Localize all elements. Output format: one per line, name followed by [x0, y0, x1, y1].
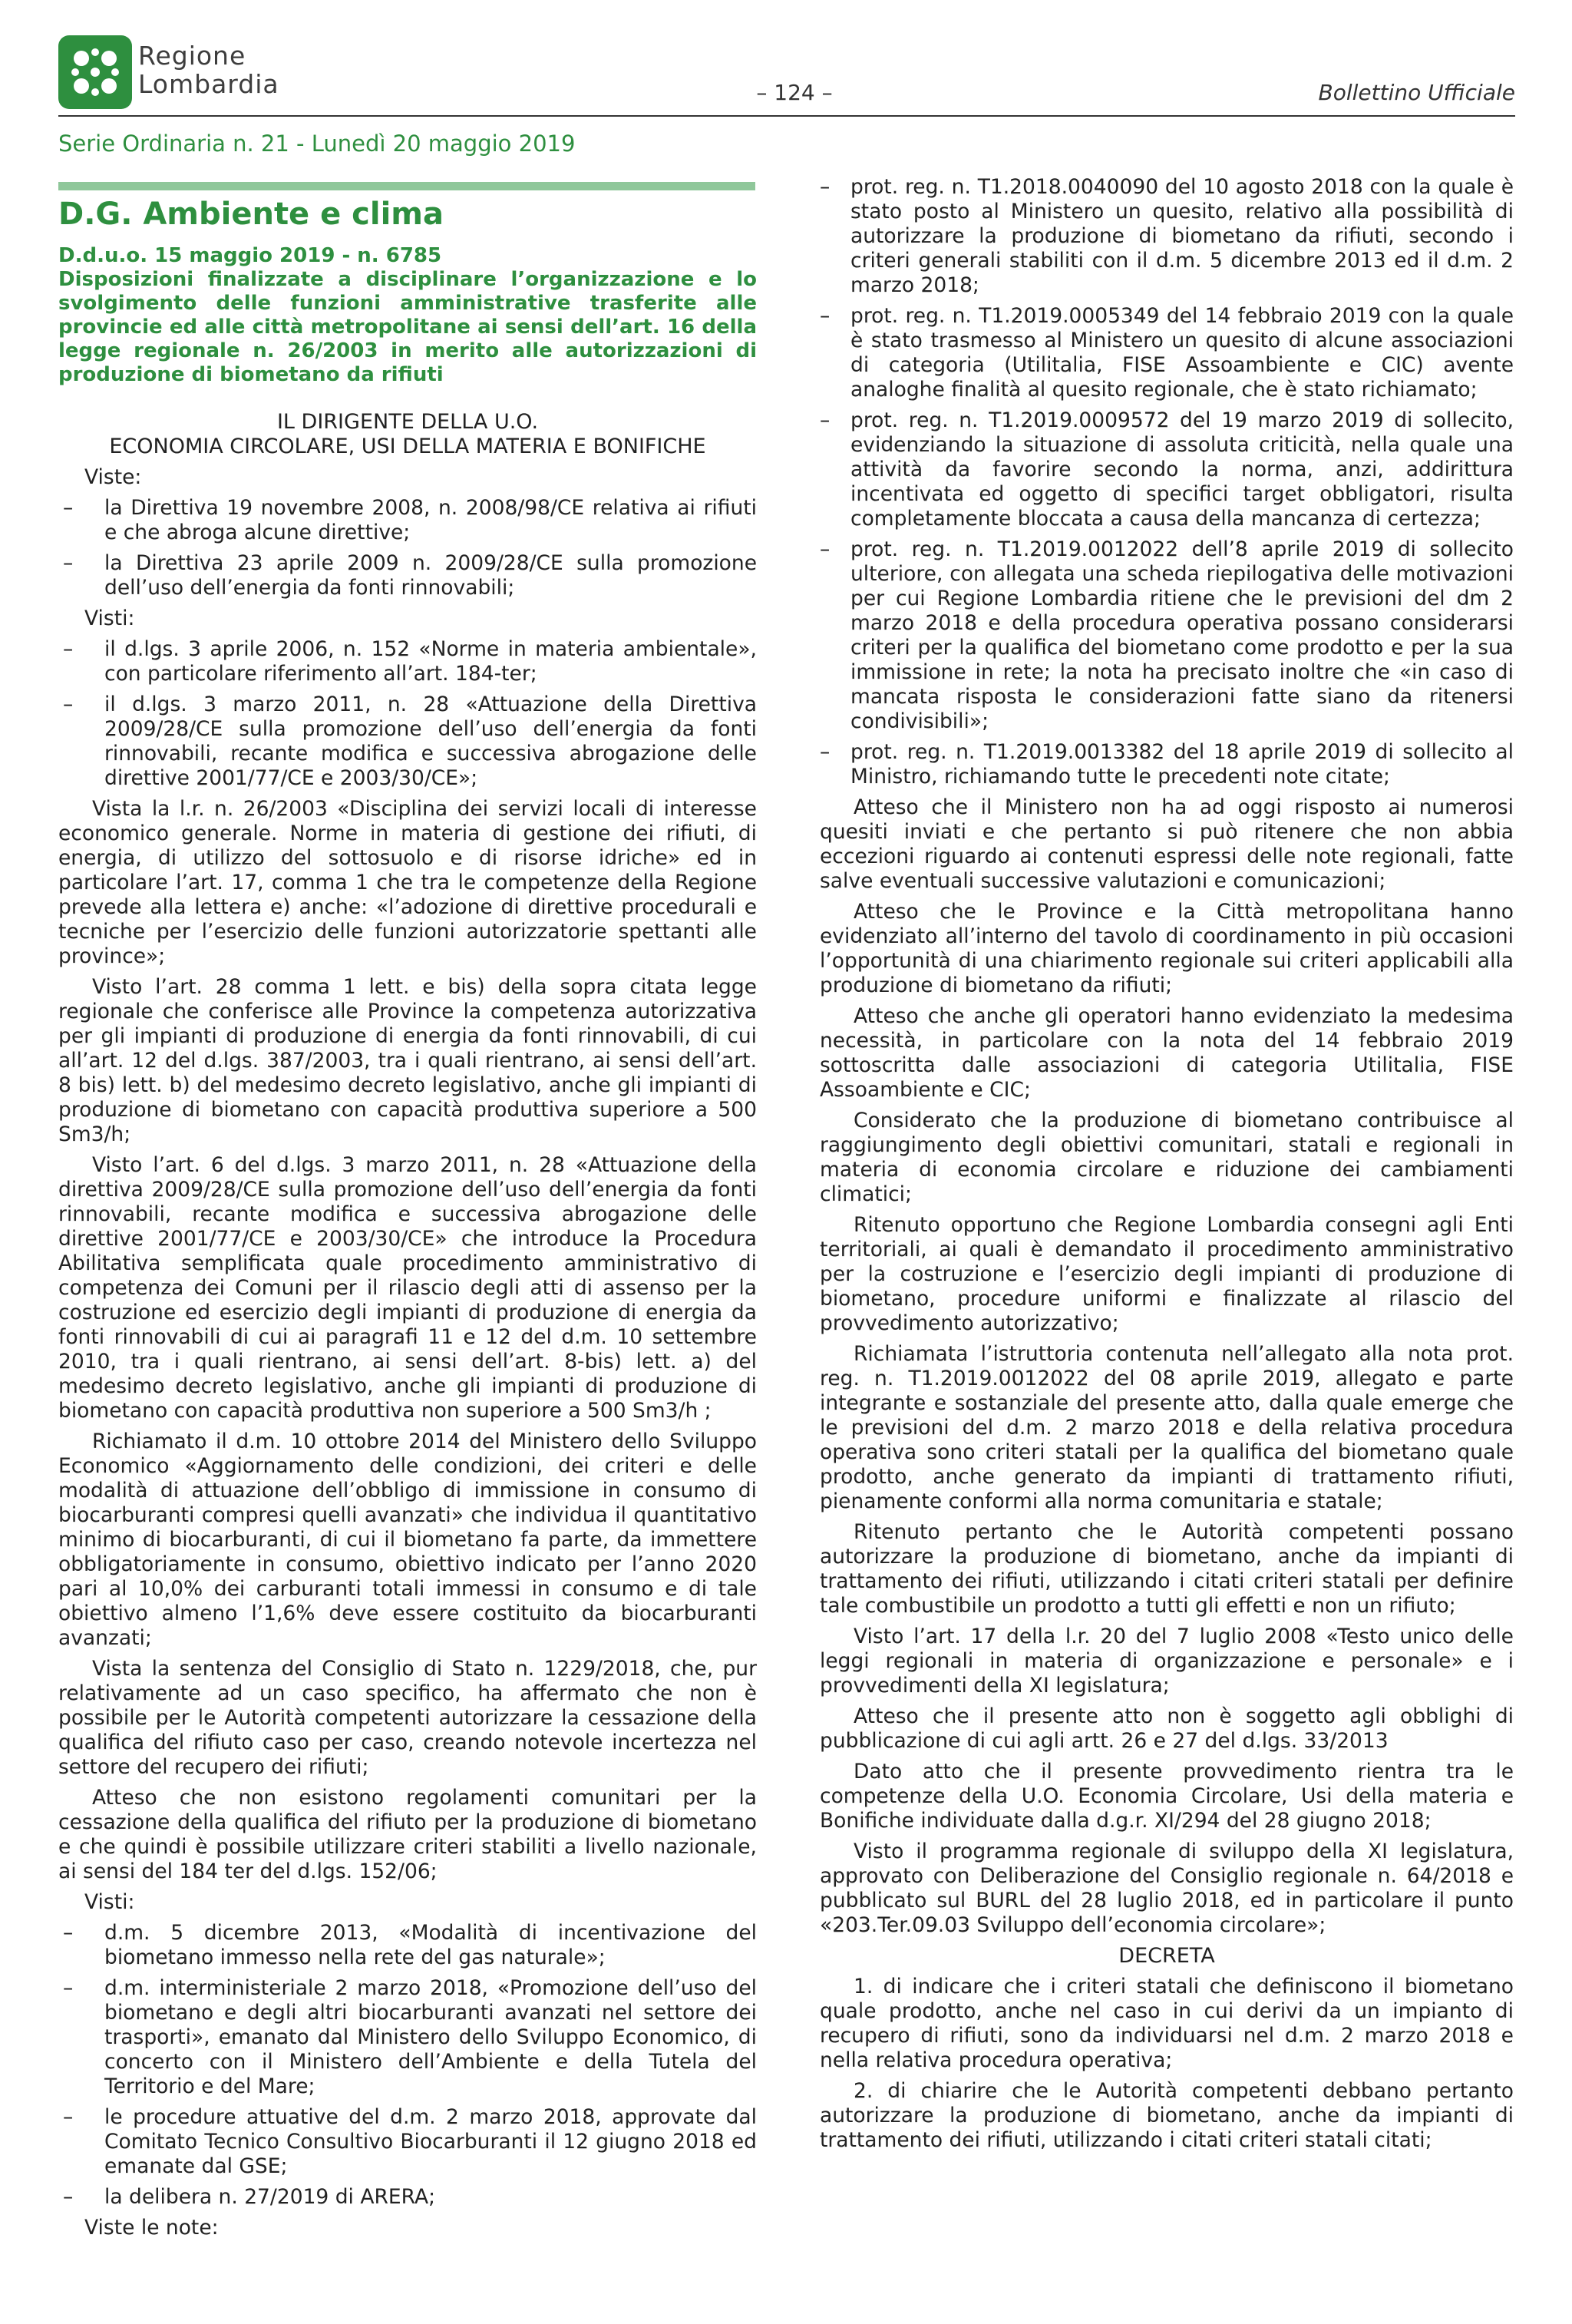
paragraph: Atteso che il Ministero non ha ad oggi risposto ai numerosi quesiti inviati e che pertanto si può ritenere che non abbia eccezioni riguardo ai contenuti espressi delle note regionali, fatte salve eventuali successive valutazioni e comunicazioni;	[820, 795, 1514, 893]
list-item: – prot. reg. n. T1.2019.0012022 dell’8 aprile 2019 di sollecito ulteriore, con allegata una scheda riepilogativa delle motivazioni per cui Regione Lombardia ritiene che le previsioni del dm 2 marzo 2018 e della procedura operativa possano considerarsi criteri per la qualifica del biometano come prodotto e per la sua immissione in rete; la nota ha precisato inoltre che «in caso di mancata risposta le considerazioni fatte siano da ritenersi condivisibili»;	[820, 537, 1514, 733]
paragraph: Visto l’art. 17 della l.r. 20 del 7 luglio 2008 «Testo unico delle leggi regionali in materia di organizzazione e personale» e i provvedimenti della XI legislatura;	[820, 1625, 1514, 1698]
viste-list	[58, 496, 757, 600]
list-item: – d.m. interministeriale 2 marzo 2018, «Promozione dell’uso del biometano e degli altri biocarburanti avanzati nel settore dei trasporti», emanato dal Ministero dello Sviluppo Economico, di concerto con il Ministero dell’Ambiente e della Tutela del Territorio e del Mare;	[63, 1976, 757, 2098]
paragraph: Richiamata l’istruttoria contenuta nell’allegato alla nota prot. reg. n. T1.2019.0012022 del 08 aprile 2019, allegato e parte integrante e sostanziale del presente atto, dalla quale emerge che le previsioni del d.m. 2 marzo 2018 e della relativa procedura operativa sono criteri statali per la qualifica del biometano quale prodotto, anche generato da impianti di trattamento rifiuti, pienamente conformi alla norma comunitaria e statale;	[820, 1342, 1514, 1513]
paragraph: Visto il programma regionale di sviluppo della XI legislatura, approvato con Deliberazione del Consiglio regionale n. 64/2018 e pubblicato sul BURL del 28 luglio 2018, ed in particolare il punto «203.Ter.09.03 Sviluppo dell’economia circolare»;	[820, 1840, 1514, 1937]
list-item: – prot. reg. n. T1.2019.0009572 del 19 marzo 2019 di sollecito, evidenziando la situazione di assoluta criticità, nella quale una attività da favorire secondo la norma, anzi, addirittura incentivata ed oggetto di specifici target obbligatori, risulta completamente bloccata a causa della mancanza di certezza;	[820, 408, 1514, 531]
paragraph: Atteso che il presente atto non è soggetto agli obblighi di pubblicazione di cui agli artt. 26 e 27 del d.lgs. 33/2013	[820, 1704, 1514, 1753]
viste-note-label: Viste le note:	[84, 2216, 219, 2240]
list-item: – d.m. 5 dicembre 2013, «Modalità di incentivazione del biometano immesso nella rete del gas naturale»;	[63, 1921, 757, 1969]
decree-point: 1. di indicare che i criteri statali che definiscono il biometano quale prodotto, anche nel caso in cui derivi da un impianto di recupero di rifiuti, sono da individuarsi nel d.m. 2 marzo 2018 e nella relativa procedura operativa;	[820, 1975, 1514, 2072]
decree-point: 2. di chiarire che le Autorità competenti debbano pertanto autorizzare la produzione di biometano, anche da impianti di trattamento dei rifiuti, utilizzando i citati criteri statali citati;	[820, 2079, 1514, 2152]
paragraph: Dato atto che il presente provvedimento rientra tra le competenze della U.O. Economia Circolare, Usi della materia e Bonifiche individuate dalla d.g.r. XI/294 del 28 giugno 2018;	[820, 1760, 1514, 1833]
list-item: – il d.lgs. 3 marzo 2011, n. 28 «Attuazione della Direttiva 2009/28/CE sulla promozione dell’uso dell’energia da fonti rinnovabili, recante modifica e successiva abrogazione delle direttive 2001/77/CE e 2003/30/CE»;	[63, 693, 757, 790]
paragraph: Atteso che non esistono regolamenti comunitari per la cessazione della qualifica del rifiuto per la produzione di biometano e che quindi è possibile utilizzare criteri stabiliti a livello nazionale, ai sensi del 184 ter del d.lgs. 152/06;	[58, 1786, 757, 1883]
paragraph: Atteso che le Province e la Città metropolitana hanno evidenziato all’interno del tavolo di coordinamento in più occasioni l’opportunità di una chiarimento regionale sui criteri applicabili alla produzione di biometano da rifiuti;	[820, 900, 1514, 997]
paragraph: Visto l’art. 6 del d.lgs. 3 marzo 2011, n. 28 «Attuazione della direttiva 2009/28/CE sulla promozione dell’uso dell’energia da fonti rinnovabili, recante modifica e successiva abrogazione delle direttive 2001/77/CE e 2003/30/CE» che introduce la Procedura Abilitativa semplificata quale procedimento amministrativo di competenza dei Comuni per il rilascio degli atti di assenso per la costruzione ed esercizio degli impianti di produzione di energia da fonti rinnovabili di cui ai paragrafi 11 e 12 del d.m. 10 settembre 2010, tra i quali rientrano, ai sensi dell’art. 8-bis) lett. a) del medesimo decreto legislativo, anche gli impianti di produzione di biometano con capacità produttiva non superiore a 500 Sm3/h ;	[58, 1153, 757, 1423]
visti-list-2	[58, 1921, 757, 2210]
header-divider	[58, 115, 1515, 117]
rose-camuna-icon	[58, 35, 132, 109]
paragraph: Visto l’art. 28 comma 1 lett. e bis) della sopra citata legge regionale che conferisce alle Province la competenza autorizzativa per gli impianti di produzione di energia da fonti rinnovabili, di cui all’art. 12 del d.lgs. 387/2003, tra i quali rientrano, ai sensi dell’art. 8 bis) lett. b) del medesimo decreto legislativo, anche gli impianti di produzione di biometano con capacità produttiva superiore a 500 Sm3/h;	[58, 975, 757, 1146]
paragraph: Vista la l.r. n. 26/2003 «Disciplina dei servizi locali di interesse economico generale. Norme in materia di gestione dei rifiuti, di energia, di utilizzo del sottosuolo e di risorse idriche» ed in particolare l’art. 17, comma 1 che tra le competenze della Regione prevede alla lettera e) anche: «l’adozione di direttive procedurali e tecniche per l’esercizio delle funzioni autorizzatorie spettanti alle province»;	[58, 797, 757, 968]
section-bar	[58, 182, 755, 190]
paragraph: Ritenuto pertanto che le Autorità competenti possano autorizzare la produzione di biometano, anche da impianti di trattamento dei rifiuti, utilizzando i citati criteri statali per definire tale combustibile un prodotto a tutti gli effetti e non un rifiuto;	[820, 1520, 1514, 1618]
list-item: – prot. reg. n. T1.2019.0005349 del 14 febbraio 2019 con la quale è stato trasmesso al Ministero un quesito di alcune associazioni di categoria (Utilitalia, FISE Assoambiente e CIC) avente analoghe finalità al quesito regionale, che è stato richiamato;	[820, 304, 1514, 402]
list-item: – la Direttiva 23 aprile 2009 n. 2009/28/CE sulla promozione dell’uso dell’energia da fonti rinnovabili;	[63, 551, 757, 600]
visti-label-2: Visti:	[84, 1890, 135, 1914]
issuer-line-1: IL DIRIGENTE DELLA U.O.	[276, 410, 539, 434]
logo-line-1: Regione	[138, 41, 246, 71]
decreta-heading: DECRETA	[1118, 1944, 1215, 1968]
protocol-list	[820, 175, 1514, 789]
viste-label: Viste:	[84, 465, 142, 489]
paragraph: Richiamato il d.m. 10 ottobre 2014 del Ministero dello Sviluppo Economico «Aggiornamento delle condizioni, dei criteri e delle modalità di attuazione dell’obbligo di immissione in consumo di biocarburanti compresi quelli avanzati» che individua il quantitativo minimo di biocarburanti, di cui il biometano fa parte, da immettere obbligatoriamente in consumo, obiettivo indicato per l’anno 2020 pari al 10,0% dei carburanti totali immessi in consumo e di tale obiettivo almeno l’1,6% deve essere costituito da biocarburanti avanzati;	[58, 1430, 757, 1650]
series-line: Serie Ordinaria n. 21 - Lunedì 20 maggio 2019	[58, 131, 576, 157]
list-item: – prot. reg. n. T1.2019.0013382 del 18 aprile 2019 di sollecito al Ministro, richiamando tutte le precedenti note citate;	[820, 740, 1514, 788]
logo-line-2: Lombardia	[138, 69, 279, 99]
list-item: – la delibera n. 27/2019 di ARERA;	[63, 2185, 436, 2209]
decree-title: Disposizioni finalizzate a disciplinare l’organizzazione e lo svolgimento delle funzioni amministrative trasferite alle provincie ed alle città metropolitane ai sensi dell’art. 16 della legge regionale n. 26/2003 in merito alle autorizzazioni di produzione di biometano da rifiuti	[58, 268, 757, 386]
issuer-line-2: ECONOMIA CIRCOLARE, USI DELLA MATERIA E BONIFICHE	[109, 435, 706, 458]
directorate-heading: D.G. Ambiente e clima	[58, 197, 444, 232]
paragraph: Vista la sentenza del Consiglio di Stato n. 1229/2018, che, pur relativamente ad un caso specifico, ha affermato che non è possibile per le Autorità competenti autorizzare la cessazione della qualifica del rifiuto caso per caso, creando notevole incertezza nel settore del recupero dei rifiuti;	[58, 1657, 757, 1779]
publication-name: Bollettino Ufficiale	[1318, 80, 1515, 105]
paragraph: Ritenuto opportuno che Regione Lombardia consegni agli Enti territoriali, ai quali è demandato il procedimento amministrativo per la costruzione e l’esercizio degli impianti di produzione di biometano, procedure uniformi e finalizzate al rilascio del provvedimento autorizzativo;	[820, 1213, 1514, 1335]
paragraph: Considerato che la produzione di biometano contribuisce al raggiungimento degli obiettivi comunitari, statali e regionali in materia di economia circolare e riduzione dei cambiamenti climatici;	[820, 1109, 1514, 1206]
visti-list	[58, 637, 757, 791]
visti-label: Visti:	[84, 607, 135, 630]
paragraph: Atteso che anche gli operatori hanno evidenziato la medesima necessità, in particolare con la nota del 14 febbraio 2019 sottoscritta dalle associazioni di categoria Utilitalia, FISE Assoambiente e CIC;	[820, 1004, 1514, 1102]
decree-reference: D.d.u.o. 15 maggio 2019 - n. 6785	[58, 244, 442, 267]
regione-lombardia-logo	[58, 35, 304, 112]
list-item: – la Direttiva 19 novembre 2008, n. 2008/98/CE relativa ai rifiuti e che abroga alcune direttive;	[63, 496, 757, 544]
page-number: – 124 –	[756, 80, 833, 105]
left-column	[58, 196, 757, 2246]
list-item: – prot. reg. n. T1.2018.0040090 del 10 agosto 2018 con la quale è stato posto al Ministero un quesito, relativo alla possibilità di autorizzare la produzione di biometano da rifiuti, secondo i criteri generali stabiliti con il d.m. 5 dicembre 2013 ed il d.m. 2 marzo 2018;	[820, 175, 1514, 297]
logo-text	[138, 41, 338, 98]
list-item: – le procedure attuative del d.m. 2 marzo 2018, approvate dal Comitato Tecnico Consultivo Biocarburanti il 12 giugno 2018 ed emanate dal GSE;	[63, 2105, 757, 2178]
list-item: – il d.lgs. 3 aprile 2006, n. 152 «Norme in materia ambientale», con particolare riferimento all’art. 184-ter;	[63, 637, 757, 686]
right-column	[820, 175, 1514, 2159]
